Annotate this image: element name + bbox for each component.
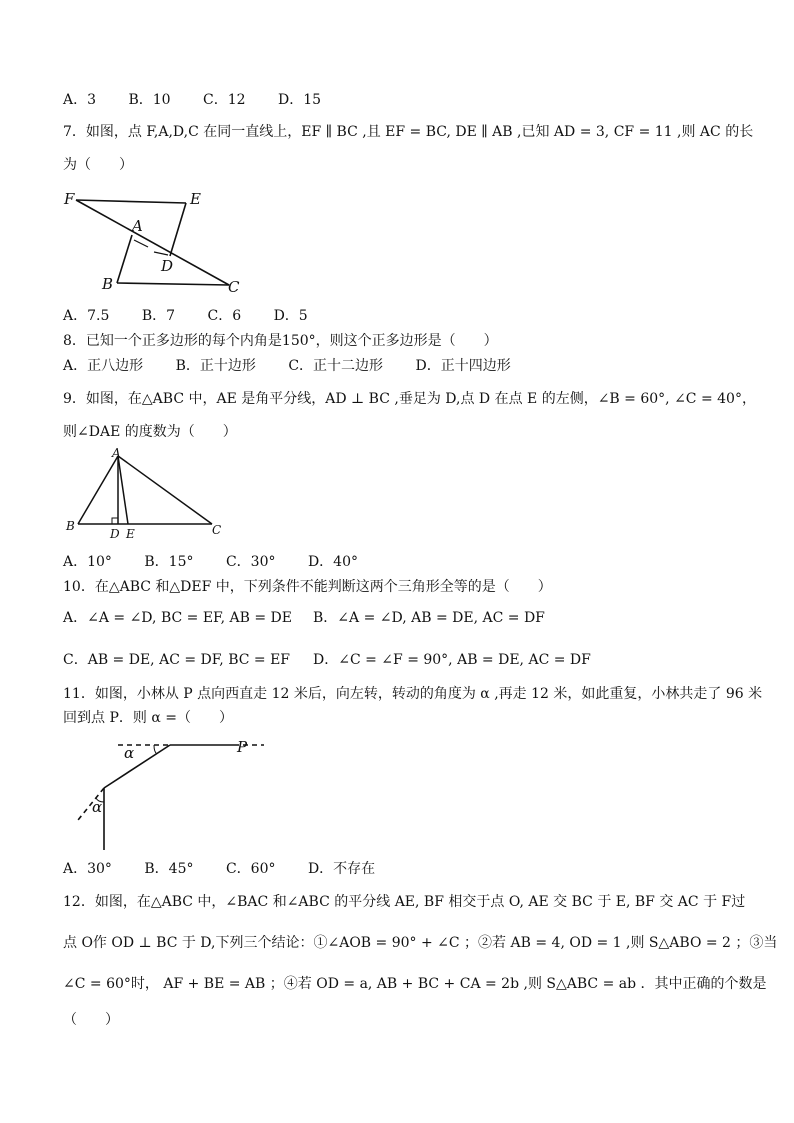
q7-stem-line1: 7．如图，点 F,A,D,C 在同一直线上，EF ∥ BC ,且 EF = BC, DE ∥ AB ,已知 AD = 3, CF = 11 ,则 AC 的长 (63, 124, 754, 140)
q11-stem-line1: 11．如图，小林从 P 点向西直走 12 米后，向左转，转动的角度为 α ,再走 12 米，如此重复，小林共走了 96 米 (63, 686, 763, 702)
q10-option-c: C．AB = DE, AC = DF, BC = EF (63, 652, 291, 668)
q7-figure (62, 188, 252, 300)
label-E: E (190, 190, 201, 208)
label-E: E (126, 527, 135, 541)
label-B: B (102, 275, 114, 293)
option-b: B．10 (128, 92, 171, 108)
q9-stem-line1: 9．如图，在△ABC 中，AE 是角平分线，AD ⊥ BC ,垂足为 D,点 D 在点 E 的左侧，∠B = 60°, ∠C = 40°， (63, 391, 756, 407)
q12-line1: 12．如图，在△ABC 中，∠BAC 和∠ABC 的平分线 AE, BF 相交于点 O, AE 交 BC 于 E, BF 交 AC 于 F过 (63, 894, 746, 910)
option-b: B．正十边形 (175, 358, 256, 374)
label-F: F (64, 190, 75, 208)
option-d: D．15 (278, 92, 322, 108)
label-C: C (228, 278, 240, 296)
label-A: A (132, 217, 143, 235)
q11-figure (62, 732, 282, 856)
option-a: A．3 (63, 92, 97, 108)
q12-line3: ∠C = 60°时， AF + BE = AB ；④若 OD = a, AB + BC + CA = 2b ,则 S△ABC = ab ．其中正确的个数是 (63, 976, 767, 992)
option-d: D．不存在 (307, 861, 376, 877)
label-alpha2: α (92, 798, 103, 816)
q9-stem-line2: 则∠DAE 的度数为（ ） (63, 424, 237, 440)
q10-option-d: D．∠C = ∠F = 90°, AB = DE, AC = DF (313, 652, 591, 668)
q12-line4: （ ） (63, 1012, 119, 1028)
q12-line2: 点 O作 OD ⊥ BC 于 D,下列三个结论：①∠AOB = 90° + ∠C ；②若 AB = 4, OD = 1 ,则 S△ABO = 2 ；③当 (63, 935, 778, 951)
option-c: C．60° (225, 861, 276, 877)
label-P: P (237, 738, 248, 756)
q10-option-a: A．∠A = ∠D, BC = EF, AB = DE (63, 610, 292, 626)
option-a: A．10° (63, 554, 112, 570)
q11-stem-line2: 回到点 P．则 α =（ ） (63, 710, 233, 726)
option-a: A．7.5 (63, 308, 110, 324)
option-d: D．5 (273, 308, 308, 324)
prev-question-options (63, 90, 321, 110)
option-c: C．正十二边形 (288, 358, 384, 374)
option-c: C．30° (225, 554, 276, 570)
q9-options (63, 552, 358, 572)
label-D: D (110, 527, 120, 541)
option-a: A．30° (63, 861, 112, 877)
q10-stem: 10．在△ABC 和△DEF 中，下列条件不能判断这两个三角形全等的是（ ） (63, 579, 552, 595)
option-c: C．12 (203, 92, 246, 108)
option-d: D．正十四边形 (415, 358, 511, 374)
q7-options (63, 306, 308, 326)
q8-options (63, 356, 511, 376)
q9-figure (62, 446, 232, 542)
label-B: B (66, 519, 75, 533)
option-b: B．45° (144, 861, 194, 877)
label-alpha1: α (124, 744, 135, 762)
q10-option-b: B．∠A = ∠D, AB = DE, AC = DF (313, 610, 545, 626)
option-a: A．正八边形 (63, 358, 144, 374)
option-c: C．6 (207, 308, 242, 324)
option-d: D．40° (307, 554, 358, 570)
q11-options (63, 859, 375, 879)
label-C: C (212, 523, 222, 537)
option-b: B．7 (141, 308, 176, 324)
label-A: A (112, 446, 121, 460)
q7-stem-line2: 为（ ） (63, 157, 133, 173)
label-D: D (161, 257, 174, 275)
q8-stem: 8．已知一个正多边形的每个内角是150°，则这个正多边形是（ ） (63, 333, 498, 349)
option-b: B．15° (144, 554, 194, 570)
